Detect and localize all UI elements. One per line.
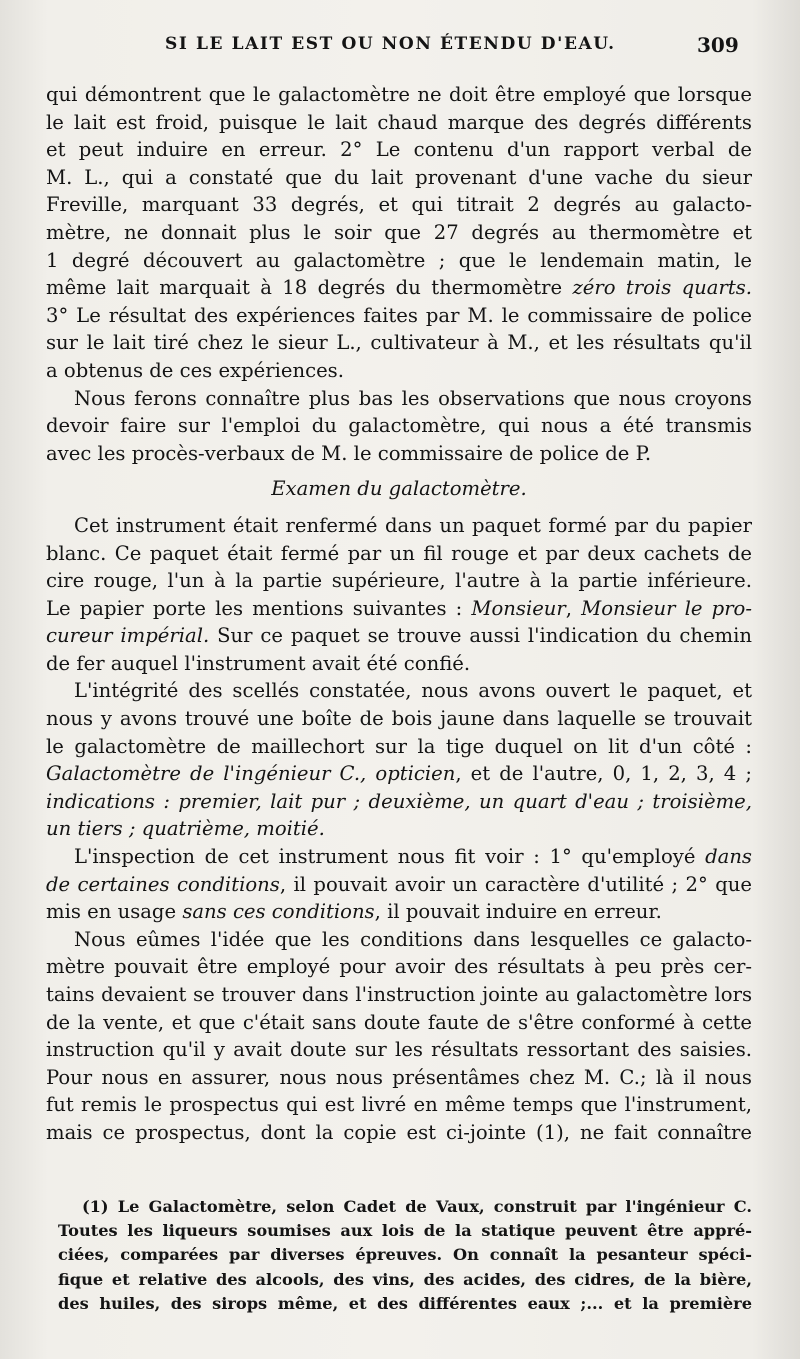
text-line: tains devaient se trouver dans l'instruction jointe au galactomètre lors: [46, 983, 752, 1006]
text-line: a obtenus de ces expériences.: [46, 358, 344, 382]
italic-text: sans ces conditions: [182, 900, 375, 924]
italic-text: Monsieur le pro-: [581, 596, 752, 620]
text-segment: mis en usage: [46, 900, 177, 924]
page-number: 309: [697, 33, 739, 57]
text-line: mètre, ne donnait plus le soir que 27 degrés au thermomètre et: [46, 220, 752, 244]
text-line: instruction qu'il y avait doute sur les résultats ressortant des saisies.: [46, 1038, 752, 1062]
italic-text: dans: [705, 845, 752, 869]
text-segment: L'inspection de cet instrument nous fit voir : 1° qu'employé: [74, 845, 696, 869]
text-line: Nous ferons connaître plus bas les observations que nous croyons: [74, 386, 752, 410]
text-line: qui démontrent que le galactomètre ne doit être employé que lorsque: [46, 83, 752, 106]
text-segment: même lait marquait à 18 degrés du thermomètre: [46, 276, 563, 300]
text-segment: Le papier porte les mentions suivantes :: [46, 596, 463, 620]
text-line: avec les procès-verbaux de M. le commissaire de police de P.: [46, 441, 652, 465]
main-text: [46, 81, 752, 1147]
italic-text: un tiers ; quatrième, moitié.: [46, 817, 325, 841]
footnote-line: des huiles, des sirops même, et des différentes eaux ;... et la première: [58, 1293, 752, 1313]
text-line: fut remis le prospectus qui est livré en même temps que l'instrument,: [46, 1093, 752, 1117]
text-segment: , il pouvait avoir un caractère d'utilité ; 2° que: [279, 872, 752, 896]
text-line: Cet instrument était renfermé dans un paquet formé par du papier: [74, 513, 752, 537]
text-line: [46, 622, 752, 650]
section-heading: Examen du galactomètre.: [271, 477, 527, 501]
text-line: [46, 898, 752, 926]
italic-text: Monsieur: [471, 596, 566, 620]
text-line: mais ce prospectus, dont la copie est ci-jointe (1), ne fait connaître: [46, 1120, 752, 1144]
text-line: et peut induire en erreur. 2° Le contenu d'un rapport verbal de: [46, 138, 752, 162]
text-line: devoir faire sur l'emploi du galactomètre, qui nous a été transmis: [46, 414, 752, 438]
text-line: sur le lait tiré chez le sieur L., cultivateur à M., et les résultats qu'il: [46, 331, 752, 355]
italic-text: cureur impérial.: [46, 624, 210, 648]
text-line: [46, 274, 752, 302]
text-segment: , et de l'autre, 0, 1, 2, 3, 4 ;: [455, 762, 752, 786]
text-line: M. L., qui a constaté que du lait provenant d'une vache du sieur: [46, 165, 752, 189]
text-line: cire rouge, l'un à la partie supérieure, l'autre à la partie inférieure.: [46, 569, 752, 593]
text-line: nous y avons trouvé une boîte de bois jaune dans laquelle se trouvait: [46, 707, 752, 731]
text-line: [46, 788, 752, 816]
italic-text: Galactomètre de l'ingénieur C., opticien: [46, 762, 456, 786]
text-line: blanc. Ce paquet était fermé par un fil rouge et par deux cachets de: [46, 541, 752, 565]
text-line: L'intégrité des scellés constatée, nous avons ouvert le paquet, et: [74, 679, 752, 703]
text-line: Le papier porte les mentions suivantes : Monsieur, Monsieur le pro-: [46, 596, 752, 620]
text-line: 1 degré découvert au galactomètre ; que le lendemain matin, le: [46, 248, 752, 272]
text-line: Nous eûmes l'idée que les conditions dans lesquelles ce galacto-: [74, 927, 752, 951]
italic-text: zéro trois quarts.: [572, 276, 752, 300]
running-head: SI LE LAIT EST OU NON ÉTENDU D'EAU.: [165, 34, 616, 54]
text-line: Freville, marquant 33 degrés, et qui titrait 2 degrés au galacto-: [46, 193, 752, 217]
text-line: le galactomètre de maillechort sur la tige duquel on lit d'un côté :: [46, 734, 752, 758]
footnote-line: ciées, comparées par diverses épreuves. On connaît la pesanteur spéci-: [58, 1245, 752, 1265]
page-header: [0, 34, 800, 70]
text-line: le lait est froid, puisque le lait chaud marque des degrés différents: [46, 110, 752, 134]
text-line: 3° Le résultat des expériences faites par M. le commissaire de police: [46, 303, 752, 327]
text-line: [46, 760, 752, 788]
footnote-line: Toutes les liqueurs soumises aux lois de la statique peuvent être appré-: [58, 1221, 752, 1241]
text-line: de la vente, et que c'était sans doute faute de s'être conformé à cette: [46, 1010, 752, 1034]
italic-text: indications : premier, lait pur ; deuxième, un quart d'eau ; troisième,: [46, 789, 752, 813]
text-segment: Sur ce paquet se trouve aussi l'indication du chemin: [217, 624, 752, 648]
footnote-line: (1) Le Galactomètre, selon Cadet de Vaux, construit par l'ingénieur C.: [82, 1197, 752, 1216]
text-line: [46, 815, 752, 843]
text-line: de fer auquel l'instrument avait été confié.: [46, 651, 471, 675]
text-line: [46, 871, 752, 899]
footnote: [58, 1195, 752, 1316]
italic-text: de certaines conditions: [46, 872, 280, 896]
text-line: Pour nous en assurer, nous nous présentâmes chez M. C.; là il nous: [46, 1065, 752, 1089]
text-segment: , il pouvait induire en erreur.: [374, 900, 662, 924]
text-line: [46, 843, 752, 871]
footnote-line: fique et relative des alcools, des vins, des acides, des cidres, de la bière,: [58, 1269, 752, 1289]
text-line: mètre pouvait être employé pour avoir des résultats à peu près cer-: [46, 955, 752, 979]
